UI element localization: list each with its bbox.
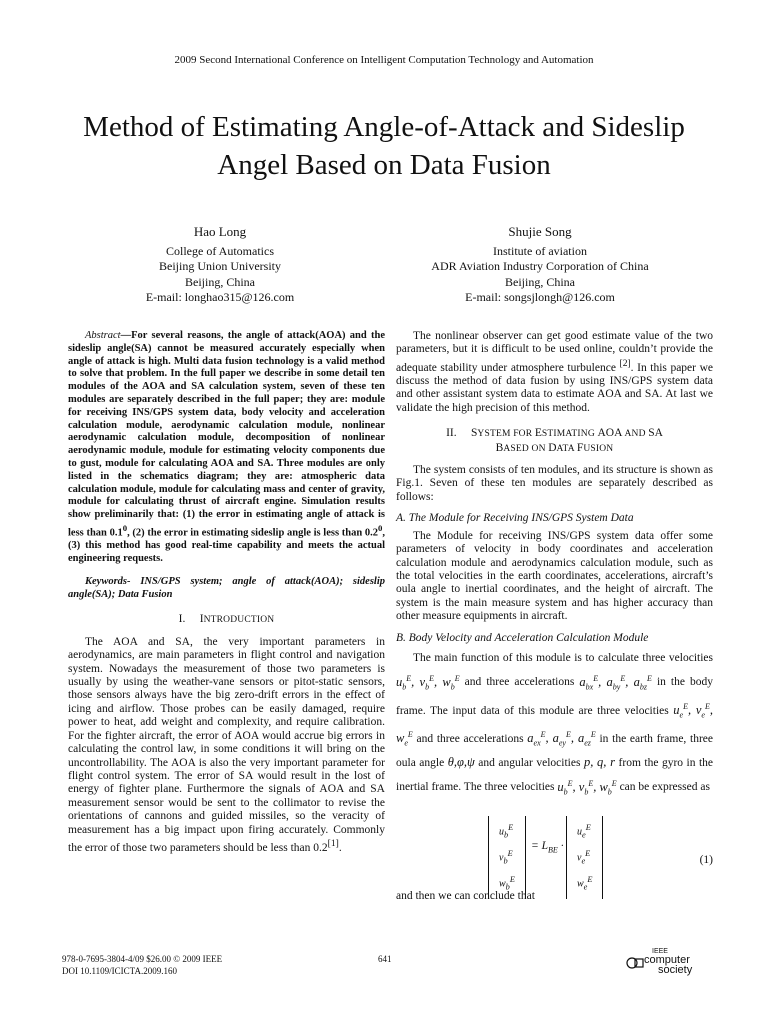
equation-1	[396, 812, 713, 892]
paragraph: The system consists of ten modules, and its structure is shown as Fig.1. Seven of these ten modules are separately described as follows:	[396, 464, 713, 503]
abstract: Abstract—For several reasons, the angle of attack(AOA) and the sideslip angle(SA) cannot be measured accurately especially when angle of attack is high. Multi data fusion technology is a valid method to solve that problem. In the full paper we describe in some detail ten modules of the AOA and SA calculation system, seven of these ten modules are separately described in the full paper; they are: module for receiving INS/GPS system data, body velocity and acceleration calculation module, aerodynamic calculation module, nonlinear aerodynamic calculation module, decomposition of nonlinear aerodynamic module, module for estimating velocity components due to gust, module for calculating AOA and SA. Three modules are only listed in the schematics diagram; they are: atmospheric data calculation module, module for calculating mass and center of gravity, module for calculating thrust of aircraft engine. Simulation results show preliminarily that: (1) the error in estimating angle of attack is less than $0.1^0$, (2) the error in estimating sideslip angle is less than $0.2^0,(3)$ this method has good real-time capability and meets the actual engineering requests.	[68, 330, 385, 565]
page-number: 641	[378, 954, 392, 964]
ieee-computer-society-icon	[626, 956, 644, 974]
equation-operator: = $L_{BE}$ ·	[531, 839, 564, 854]
equation-lhs-vector: $u_b^E$ $v_b^E$ $w_b^E$	[488, 816, 526, 899]
math-body-velocities: $u_b^E$, $v_b^E$, $w_b^E$	[396, 673, 460, 692]
title-line-2: Angel Based on Data Fusion	[217, 149, 551, 181]
math-earth-velocities: $u_e^E$, $v_e^E$, $w_e^E$	[396, 701, 713, 748]
intro-paragraph: The AOA and SA, the very important parameters in aerodynamics, are main parameters in flight control and navigation system. Nowadays the measurement of those two parameters is usually by using the weather-vane sensors or pitot-static sensors, those sensors always have the big zero-drift errors in the effect of icing and airflow. Those probes can be easily damaged, require power to heat, add weight and complexity, and require calibration. For the fighter aircraft, the error of AOA would accrue big errors in calculating the control law, in some conditions it will bring on the uncontrollability. The AOA is also the very important parameter for flight control system. The error of SA would result in the lost of energy of fighter plane. Furthermore the signals of AOA and SA measurement sensor would be sent to the collimator to revise the orientations of cannons and guided missiles, so the veracity of measurement has a big impact upon firing accurately. Commonly the error of those two parameters should be less than 0.2[1].	[68, 635, 385, 854]
logo-ieee-text: IEEE	[652, 948, 668, 955]
author-block-1	[90, 224, 350, 306]
math-earth-accelerations: $a_{ex}^E$, $a_{ey}^E$, $a_{ez}^E$	[527, 729, 596, 748]
author-dept: College of Automatics	[166, 243, 274, 258]
equation-number: (1)	[699, 853, 713, 866]
logo-society-text: computer society	[644, 954, 693, 976]
footer-left	[62, 953, 222, 977]
ieee-computer-society-logo	[626, 948, 716, 982]
subsection-heading-b: B. Body Velocity and Acceleration Calculation Module	[396, 631, 649, 644]
right-column	[396, 330, 713, 903]
equation-rhs-vector: $u_e^E$ $v_e^E$ $w_e^E$	[566, 816, 603, 899]
title-line-1: Method of Estimating Angle-of-Attack and Sideslip	[83, 111, 685, 143]
author-org: Beijing Union University	[159, 259, 281, 273]
author-city: Beijing, China	[185, 274, 255, 289]
author-email[interactable]: E-mail: songsjlongh@126.com	[465, 290, 615, 304]
citation[interactable]: [2]	[619, 357, 631, 369]
paper-title	[40, 108, 728, 184]
isbn: 978-0-7695-3804-4/09 $26.00 © 2009 IEEE	[62, 954, 223, 964]
subsection-heading-a: A. The Module for Receiving INS/GPS System Data	[396, 512, 634, 525]
author-name: Hao Long	[193, 224, 247, 239]
math-body-velocities: $u_b^E$, $v_b^E$, $w_b^E$	[557, 778, 617, 797]
author-org: ADR Aviation Industry Corporation of China	[431, 259, 649, 273]
conference-name: 2009 Second International Conference on Intelligent Computation Technology and Automation	[174, 54, 594, 66]
keywords: Keywords- INS/GPS system; angle of attack(AOA); sideslip angle(SA); Data Fusion	[68, 575, 385, 600]
paragraph: The nonlinear observer can get good estimate value of the two parameters, but it is difficult to be used online, couldn’t provide the adequate stability under atmosphere turbulence [2]. In this paper we discuss the method of data fusion by using INS/GPS system data and other assistant system data to estimate AOA and SA. At last we validate the high precision of this method.	[396, 330, 713, 414]
abstract-label: Abstract	[85, 330, 121, 341]
author-city: Beijing, China	[505, 274, 575, 289]
math-body-accelerations: $a_{bx}^E$, $a_{by}^E$, $a_{bz}^E$	[579, 673, 652, 692]
doi[interactable]: DOI 10.1109/ICICTA.2009.160	[62, 966, 177, 976]
paragraph: The Module for receiving INS/GPS system data offer some parameters of velocity in body coordinates and acceleration calculation module and aerodynamics calculation module, such as the total velocities in the earth coordinates, accelerations, aircraft’s oula angle to inertial coordinates, and the height of aircraft. The system is the main measure system and has higher accuracy than other measure equipments in aircraft.	[396, 529, 713, 623]
paragraph: and then we can conclude that	[396, 889, 535, 902]
citation[interactable]: [1]	[327, 837, 339, 849]
math-euler-angles: θ,φ,ψ	[447, 754, 475, 769]
math-angular-rates: p, q, r	[583, 754, 616, 769]
author-name: Shujie Song	[508, 224, 572, 239]
left-column	[68, 330, 385, 855]
paragraph: The main function of this module is to calculate three velocities $u_b^E$, $v_b^E$, $w_b^E$ and three accelerations $a_{bx}^E$, $a_{by}^E$, $a_{bz}^E$ in the body frame. The input data of this module are three velocities $u_e^E$, $v_e^E$, $w_e^E$ and three accelerations $a_{ex}^E$, $a_{ey}^E$, $a_{ez}^E$ in the earth frame, three oula angle θ,φ,ψ and angular velocities p, q, r from the gyro in the inertial frame. The three velocities $u_b^E$, $v_b^E$, $w_b^E$ can be expressed as	[396, 651, 714, 797]
section-heading-system: II. SYSTEM FOR ESTIMATING AOA AND SA BASED ON DATA FUSION	[446, 427, 663, 454]
author-dept: Institute of aviation	[493, 243, 587, 258]
abstract-text: For several reasons, the angle of attack(AOA) and the sideslip angle(SA) cannot be measured accurately especially when angle of attack is high. Multi data fusion technology is a valid method to solve that problem. In the full paper we describe in some detail ten modules of the AOA and SA calculation system, seven of these ten modules are separately described in the full paper; they are: module for receiving INS/GPS system data, body velocity and acceleration calculation module, aerodynamic calculation module, nonlinear aerodynamic calculation module, decomposition of nonlinear aerodynamic module, module for estimating velocity components due to gust, module for calculating AOA and SA. Three modules are only listed in the schematics diagram; they are: atmospheric data calculation module, module for calculating mass and center of gravity, module for calculating thrust of aircraft engine. Simulation results show preliminarily that: (1) the error in estimating angle of attack is less than 0.1	[68, 330, 385, 539]
author-email[interactable]: E-mail: longhao315@126.com	[145, 290, 295, 304]
author-block-2	[380, 224, 700, 306]
section-heading-introduction: I. INTRODUCTION	[178, 613, 275, 626]
